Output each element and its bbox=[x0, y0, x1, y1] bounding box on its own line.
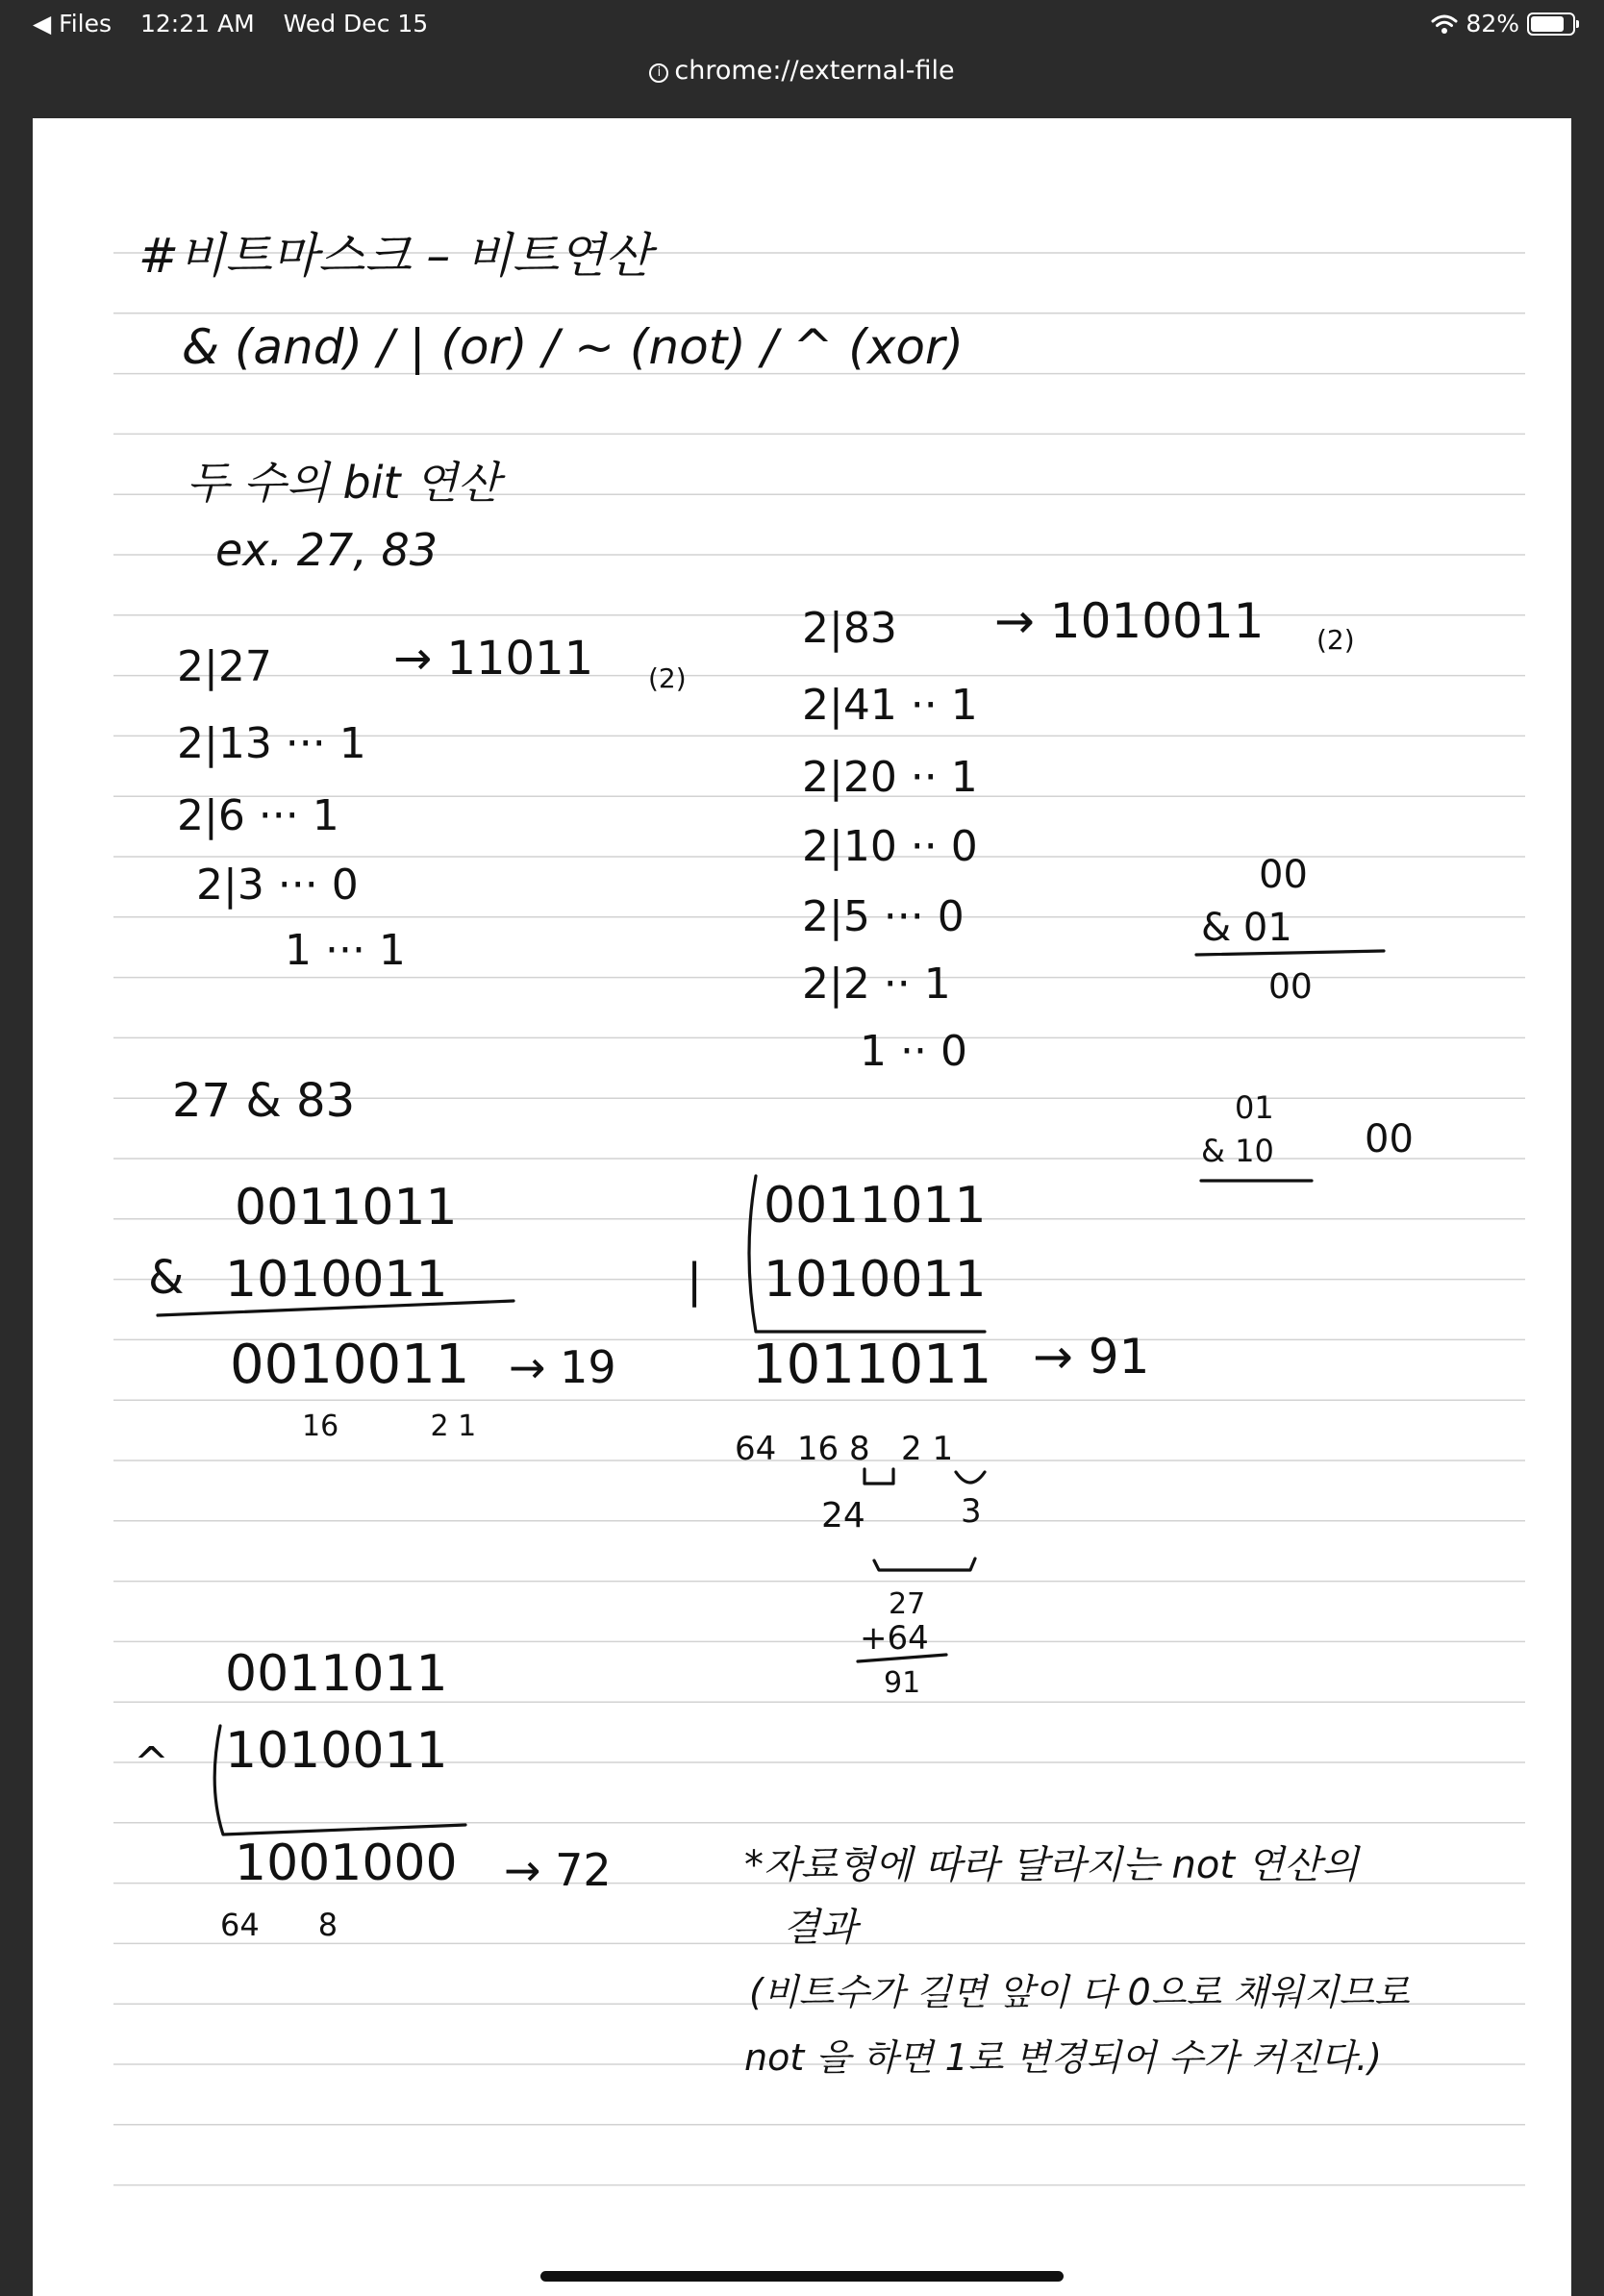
conv83-result: → 1010011 bbox=[994, 593, 1265, 649]
or-arrow: → 91 bbox=[1033, 1329, 1150, 1385]
conversion-27 bbox=[177, 632, 687, 975]
note-operators: & (and) / | (or) / ~ (not) / ^ (xor) bbox=[182, 319, 964, 375]
status-date: Wed Dec 15 bbox=[283, 10, 429, 37]
not-remark bbox=[744, 1843, 1410, 2079]
div83-row: 2|20 ·· 1 bbox=[802, 753, 978, 802]
xor-result: 1001000 bbox=[235, 1834, 458, 1892]
side-and-row: 00 bbox=[1268, 967, 1313, 1007]
note-heading: #비트마스크 – 비트연산 bbox=[138, 228, 652, 284]
note-intro: 두 수의 bit 연산 bbox=[187, 457, 501, 509]
remark-line: (비트수가 길면 앞이 다 0으로 채워지므로 bbox=[749, 1971, 1410, 2013]
or-weights: 64 16 8 2 1 bbox=[735, 1430, 954, 1468]
remark-line: not 을 하면 1로 변경되어 수가 커진다.) bbox=[744, 2036, 1382, 2079]
and-operator: & bbox=[148, 1251, 185, 1305]
div83-row: 2|83 bbox=[802, 604, 897, 653]
or-operand-a: 0011011 bbox=[764, 1177, 987, 1235]
battery-icon bbox=[1527, 12, 1575, 36]
back-to-files-link[interactable]: ◀ Files bbox=[33, 10, 113, 37]
div27-row: 2|13 ··· 1 bbox=[177, 719, 366, 768]
side-and-example bbox=[1196, 853, 1414, 1181]
and-title: 27 & 83 bbox=[172, 1074, 356, 1128]
div83-row: 2|2 ·· 1 bbox=[802, 960, 951, 1009]
or-sum-row: 27 bbox=[889, 1587, 926, 1621]
handwriting-layer bbox=[33, 118, 1571, 2296]
remark-line: *자료형에 따라 달라지는 not 연산의 bbox=[744, 1843, 1359, 1887]
xor-arrow: → 72 bbox=[504, 1844, 612, 1896]
battery-percent: 82% bbox=[1466, 10, 1519, 37]
div83-row: 2|5 ··· 0 bbox=[802, 892, 965, 941]
side-and-row2: & 10 bbox=[1201, 1133, 1274, 1169]
and-operand-b: 1010011 bbox=[225, 1251, 448, 1309]
or-result: 1011011 bbox=[752, 1334, 992, 1396]
side-and-row2: 00 bbox=[1365, 1117, 1414, 1161]
conv83-base: (2) bbox=[1316, 624, 1355, 656]
and-operation bbox=[148, 1074, 616, 1443]
status-bar-right bbox=[1431, 10, 1575, 37]
or-operator: | bbox=[687, 1254, 703, 1308]
url-text: chrome://external-file bbox=[674, 56, 955, 86]
xor-operation bbox=[134, 1645, 612, 1943]
div83-row: 1 ·· 0 bbox=[860, 1027, 967, 1076]
or-sum-row: +64 bbox=[860, 1619, 929, 1658]
or-operand-b: 1010011 bbox=[764, 1251, 987, 1309]
status-bar bbox=[0, 0, 1604, 46]
home-indicator[interactable] bbox=[540, 2271, 1064, 2282]
or-sum-row: 91 bbox=[884, 1666, 921, 1700]
and-arrow: → 19 bbox=[509, 1341, 616, 1393]
div83-row: 2|10 ·· 0 bbox=[802, 822, 978, 871]
side-and-row: & 01 bbox=[1201, 906, 1292, 950]
and-operand-a: 0011011 bbox=[235, 1179, 458, 1236]
and-result: 0010011 bbox=[230, 1334, 470, 1396]
wifi-icon bbox=[1431, 13, 1458, 35]
xor-operand-a: 0011011 bbox=[225, 1645, 448, 1703]
and-weights: 16 2 1 bbox=[302, 1410, 477, 1443]
div27-row: 2|6 ··· 1 bbox=[177, 791, 339, 840]
side-and-row: 00 bbox=[1259, 853, 1308, 897]
or-operation bbox=[687, 1176, 1149, 1700]
status-time: 12:21 AM bbox=[139, 10, 255, 37]
url-bar[interactable] bbox=[0, 46, 1604, 118]
remark-line: 결과 bbox=[783, 1906, 858, 1950]
xor-operand-b: 1010011 bbox=[225, 1722, 448, 1780]
conv27-base: (2) bbox=[648, 662, 687, 694]
div27-row: 2|27 bbox=[177, 642, 272, 691]
status-bar-left bbox=[33, 10, 449, 37]
xor-operator: ^ bbox=[134, 1738, 169, 1787]
side-and-row2: 01 bbox=[1235, 1089, 1274, 1126]
or-partial: 3 bbox=[961, 1492, 982, 1531]
div83-row: 2|41 ·· 1 bbox=[802, 681, 978, 730]
note-example: ex. 27, 83 bbox=[215, 524, 439, 576]
xor-weights: 64 8 bbox=[220, 1907, 338, 1943]
div27-row: 1 ··· 1 bbox=[285, 926, 406, 975]
info-icon[interactable]: i bbox=[649, 63, 668, 83]
or-partial: 24 bbox=[821, 1496, 865, 1535]
conv27-result: → 11011 bbox=[393, 632, 594, 686]
note-page bbox=[33, 118, 1571, 2296]
div27-row: 2|3 ··· 0 bbox=[196, 861, 359, 910]
